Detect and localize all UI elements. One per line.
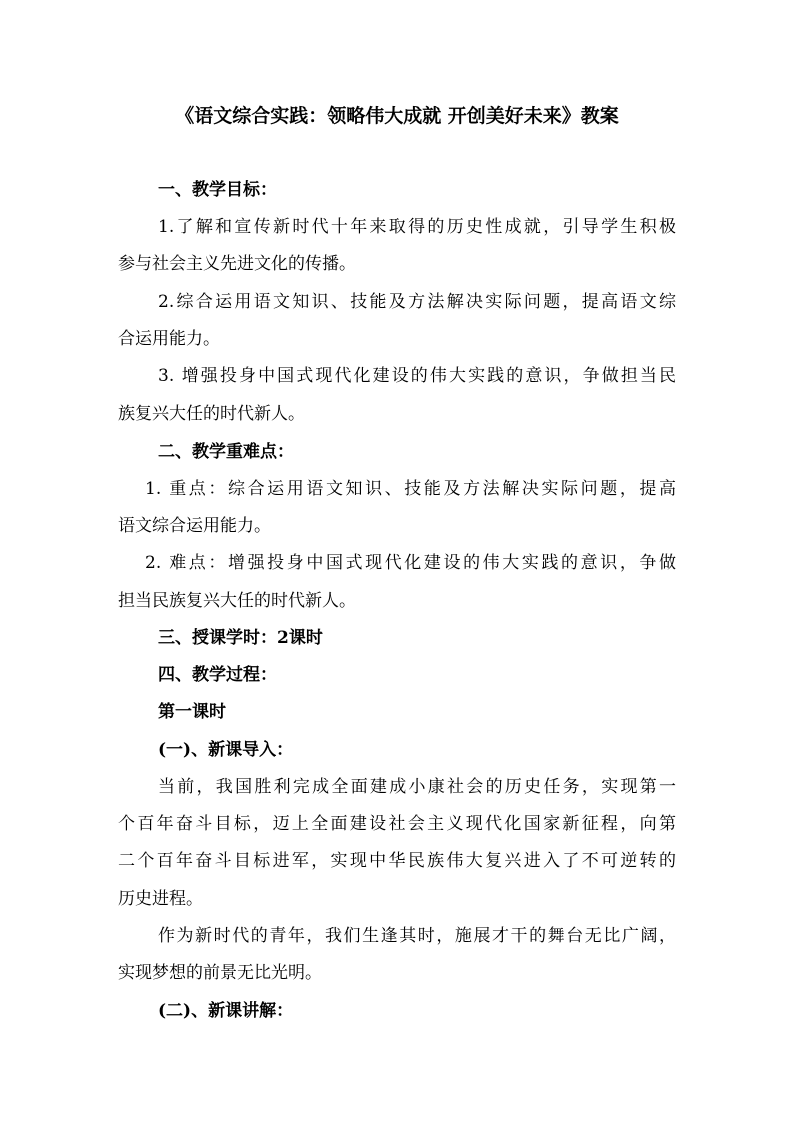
hours-heading: 三、授课学时：2课时 (158, 628, 323, 648)
intro-paragraph-1-line-4: 历史进程。 (118, 889, 203, 909)
intro-heading: (一)、新课导入： (158, 740, 294, 760)
document-title: 《语文综合实践：领略伟大成就 开创美好未来》教案 (175, 105, 619, 127)
intro-paragraph-2-line-2: 实现梦想的前景无比光明。 (118, 963, 322, 983)
first-lesson-label: 第一课时 (158, 702, 226, 722)
keypoint-1-line-2: 语文综合运用能力。 (118, 516, 271, 536)
objective-3-line-1: 3. 增强投身中国式现代化建设的伟大实践的意识，争做担当民 (158, 366, 676, 386)
objective-2-line-1: 2.综合运用语文知识、技能及方法解决实际问题，提高语文综 (158, 292, 676, 312)
keypoint-2-line-1: 2. 难点：增强投身中国式现代化建设的伟大实践的意识，争做 (145, 553, 676, 573)
objective-2-line-2: 合运用能力。 (118, 329, 220, 349)
intro-paragraph-2-line-1: 作为新时代的青年，我们生逢其时，施展才干的舞台无比广阔， (158, 926, 676, 946)
objective-1-line-2: 参与社会主义先进文化的传播。 (118, 254, 356, 274)
intro-paragraph-1-line-2: 个百年奋斗目标，迈上全面建设社会主义现代化国家新征程，向第 (118, 814, 676, 834)
process-heading: 四、教学过程： (158, 665, 277, 685)
keypoints-heading: 二、教学重难点： (158, 442, 294, 462)
keypoint-1-line-1: 1. 重点：综合运用语文知识、技能及方法解决实际问题，提高 (145, 479, 676, 499)
intro-paragraph-1-line-1: 当前，我国胜利完成全面建成小康社会的历史任务，实现第一 (158, 777, 676, 797)
objective-3-line-2: 族复兴大任的时代新人。 (118, 404, 305, 424)
objectives-heading: 一、教学目标： (158, 180, 277, 200)
intro-paragraph-1-line-3: 二个百年奋斗目标进军，实现中华民族伟大复兴进入了不可逆转的 (118, 851, 676, 871)
objective-1-line-1: 1.了解和宣传新时代十年来取得的历史性成就，引导学生积极 (158, 217, 676, 237)
explain-heading: (二)、新课讲解： (158, 1001, 294, 1021)
keypoint-2-line-2: 担当民族复兴大任的时代新人。 (118, 591, 356, 611)
